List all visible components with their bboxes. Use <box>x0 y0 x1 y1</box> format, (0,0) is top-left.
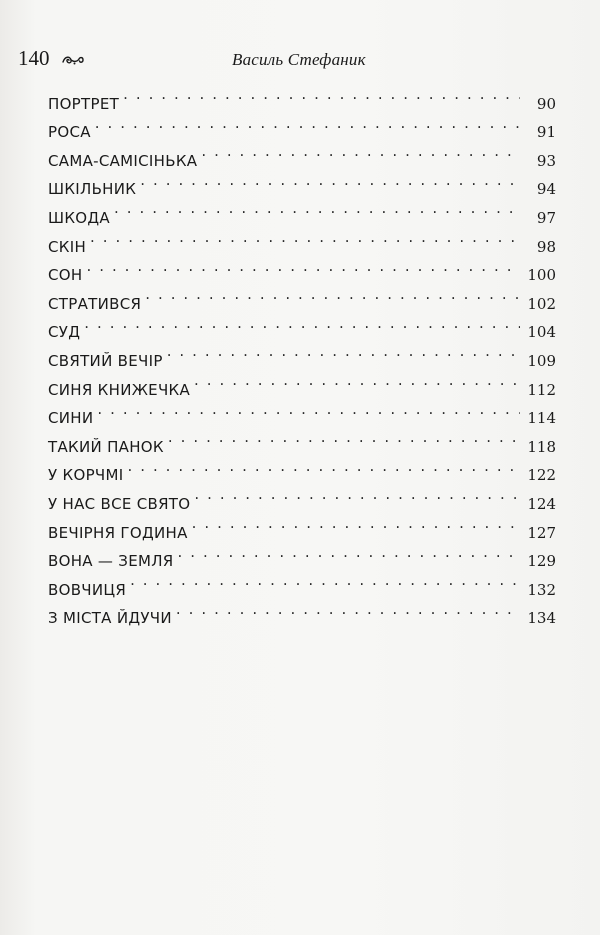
toc-entry <box>48 223 556 256</box>
toc-entry <box>48 337 556 370</box>
toc-dot-leader <box>123 80 520 109</box>
toc-dot-leader <box>194 366 520 395</box>
toc-dot-leader <box>97 395 520 424</box>
toc-entry-title: ТАКИЙ ПАНОК <box>48 437 164 456</box>
toc-entry-title: СВЯТИЙ ВЕЧІР <box>48 351 163 370</box>
toc-entry-title: ПОРТРЕТ <box>48 94 120 113</box>
toc-dot-leader <box>114 194 520 223</box>
toc-entry-page: 102 <box>527 294 556 313</box>
toc-entry-page: 132 <box>527 580 556 599</box>
toc-entry-page: 112 <box>527 380 556 399</box>
toc-dot-leader <box>194 480 520 509</box>
toc-entry-page: 90 <box>536 94 556 113</box>
toc-entry-page: 94 <box>536 180 556 199</box>
toc-entry-title: СОН <box>48 266 83 285</box>
toc-entry-page: 100 <box>527 266 556 285</box>
toc-dot-leader <box>90 223 520 252</box>
toc-dot-leader <box>178 538 520 567</box>
toc-entry-title: СУД <box>48 323 81 342</box>
toc-entry <box>48 109 556 142</box>
toc-entry-page: 127 <box>527 523 556 542</box>
toc-dot-leader <box>140 166 520 195</box>
toc-entry-page: 114 <box>527 409 556 428</box>
toc-dot-leader <box>201 137 520 166</box>
toc-entry-title: ВОВЧИЦЯ <box>48 580 127 599</box>
page-header <box>18 42 582 72</box>
toc-entry-title: ШКОДА <box>48 208 110 227</box>
toc-entry-title: САМА-САМІСІНЬКА <box>48 151 198 170</box>
toc-entry-title: СТРАТИВСЯ <box>48 294 142 313</box>
toc-entry <box>48 309 556 342</box>
toc-entry <box>48 252 556 285</box>
toc-entry-page: 98 <box>536 237 556 256</box>
toc-dot-leader <box>130 566 520 595</box>
toc-dot-leader <box>86 252 520 281</box>
toc-entry-title: ШКІЛЬНИК <box>48 180 137 199</box>
toc-entry <box>48 80 556 113</box>
toc-entry-page: 129 <box>527 552 556 571</box>
toc-dot-leader <box>127 452 520 481</box>
toc-entry-title: ВЕЧІРНЯ ГОДИНА <box>48 523 188 542</box>
toc-entry-page: 104 <box>527 323 556 342</box>
toc-dot-leader <box>167 337 520 366</box>
toc-entry-page: 134 <box>527 609 556 628</box>
toc-entry <box>48 280 556 313</box>
toc-dot-leader <box>192 509 520 538</box>
table-of-contents <box>48 80 556 628</box>
toc-entry-page: 109 <box>527 351 556 370</box>
toc-entry-title: СКІН <box>48 237 87 256</box>
toc-entry-page: 124 <box>527 494 556 513</box>
toc-entry-page: 122 <box>527 466 556 485</box>
page-number: 140 <box>18 46 50 70</box>
toc-entry-page: 93 <box>536 151 556 170</box>
running-title: Василь Стефаник <box>232 50 366 69</box>
toc-entry-title: З МІСТА ЙДУЧИ <box>48 609 172 628</box>
toc-entry-title: У НАС ВСЕ СВЯТО <box>48 494 191 513</box>
toc-dot-leader <box>145 280 520 309</box>
toc-entry-page: 91 <box>536 123 556 142</box>
toc-entry-title: У КОРЧМІ <box>48 466 124 485</box>
toc-dot-leader <box>84 309 520 338</box>
fleuron-icon <box>61 53 85 67</box>
toc-dot-leader <box>176 595 520 624</box>
toc-entry-page: 118 <box>527 437 556 456</box>
toc-entry <box>48 395 556 428</box>
toc-entry <box>48 194 556 227</box>
toc-entry-page: 97 <box>536 208 556 227</box>
toc-entry-title: СИНЯ КНИЖЕЧКА <box>48 380 191 399</box>
toc-entry-title: РОСА <box>48 123 91 142</box>
toc-entry <box>48 423 556 456</box>
toc-entry <box>48 137 556 170</box>
toc-entry-title: ВОНА — ЗЕМЛЯ <box>48 552 174 571</box>
toc-dot-leader <box>95 109 520 138</box>
toc-entry-title: СИНИ <box>48 409 94 428</box>
toc-dot-leader <box>168 423 520 452</box>
